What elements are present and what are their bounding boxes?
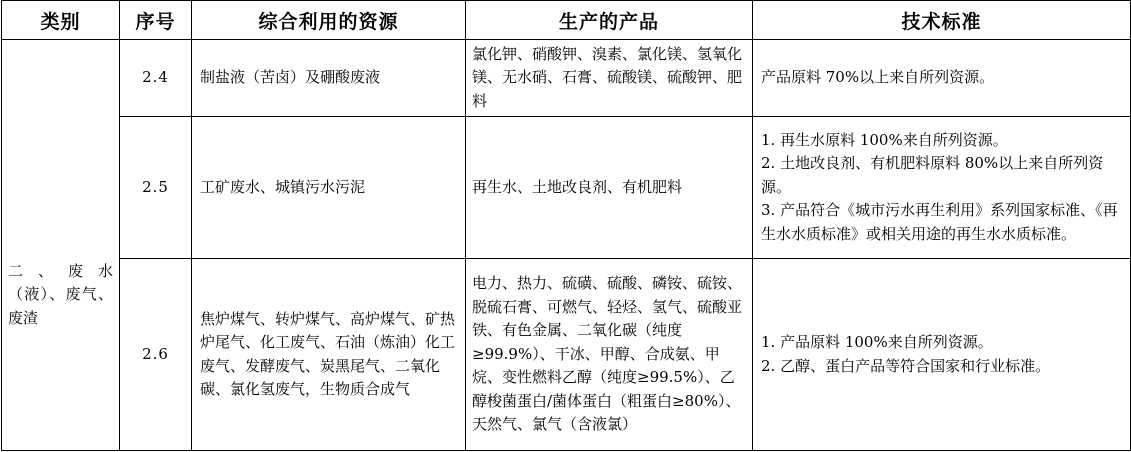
standard-line: 2. 土地改良剂、有机肥料原料 80%以上来自所列资源。 [761, 154, 1104, 196]
standard-line: 1. 再生水原料 100%来自所列资源。 [761, 130, 1008, 149]
resource-cell: 制盐液（苦卤）及硼酸废液 [192, 40, 466, 117]
resource-cell: 焦炉煤气、转炉煤气、高炉煤气、矿热炉尾气、化工废气、石油（炼油）化工废气、发酵废气、炭黑尾气、二氧化碳、氯化氢废气，生物质合成气 [192, 259, 466, 451]
standard-line: 3. 产品符合《城市污水再生利用》系列国家标准、《再生水水质标准》或相关用途的再生水水质标准。 [761, 201, 1118, 243]
header-seq: 序号 [120, 1, 192, 40]
table-row [2, 117, 1131, 259]
table-row [2, 259, 1131, 451]
standard-line: 1. 产品原料 100%来自所列资源。 [761, 333, 993, 351]
standard-cell [753, 40, 1131, 117]
resource-catalog-table [1, 0, 1131, 451]
standard-cell [753, 117, 1131, 259]
standard-line: 2. 乙醇、蛋白产品等符合国家和行业标准。 [761, 356, 1051, 375]
header-resource: 综合利用的资源 [192, 1, 466, 40]
product-cell: 电力、热力、硫磺、硫酸、磷铵、硫铵、脱硫石膏、可燃气、轻烃、氢气、硫酸亚铁、有色金属、二氧化碳（纯度≥99.9%）、干冰、甲醇、合成氨、甲烷、变性燃料乙醇（纯度≥99.5%）、乙醇梭菌蛋白/菌体蛋白（粗蛋白≥80%）、天然气、氯气（含液氯） [466, 259, 753, 451]
category-cell [2, 40, 120, 451]
product-cell: 再生水、土地改良剂、有机肥料 [466, 117, 753, 259]
table-header-row [2, 1, 1131, 40]
header-product: 生产的产品 [466, 1, 753, 40]
header-category: 类别 [2, 1, 120, 40]
seq-cell: 2.6 [120, 259, 192, 451]
category-text: 二、废水（液）、废气、废渣 [8, 261, 113, 327]
table-row [2, 40, 1131, 117]
standard-cell [753, 259, 1131, 451]
product-cell: 氯化钾、硝酸钾、溴素、氯化镁、氢氧化镁、无水硝、石膏、硫酸镁、硫酸钾、肥料 [466, 40, 753, 117]
standard-line: 产品原料 70%以上来自所列资源。 [761, 68, 995, 87]
seq-cell: 2.4 [120, 40, 192, 117]
header-standard: 技术标准 [753, 1, 1131, 40]
resource-cell: 工矿废水、城镇污水污泥 [192, 117, 466, 259]
seq-cell: 2.5 [120, 117, 192, 259]
